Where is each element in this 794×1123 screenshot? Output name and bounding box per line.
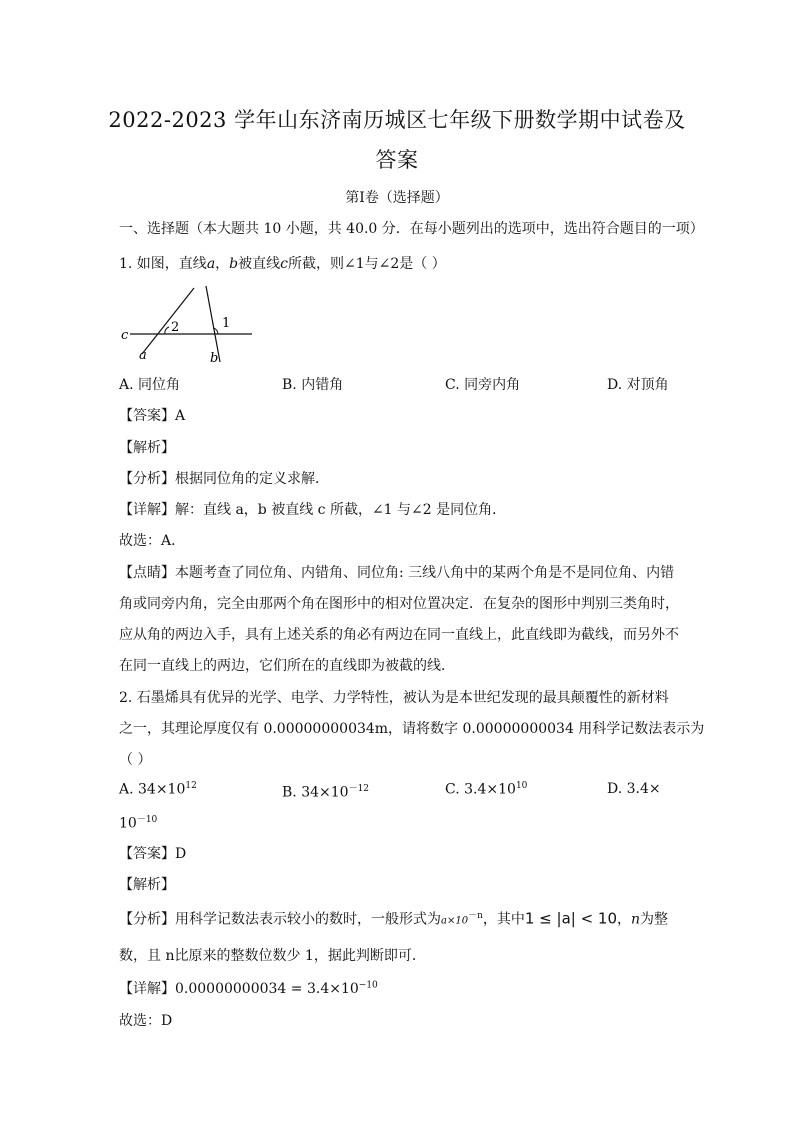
q2-option-c: C. $3.4\times 10^{10}$	[445, 781, 528, 798]
q2-stem-line: （ ）	[119, 752, 152, 768]
label-a: a	[139, 348, 147, 363]
label-c: c	[121, 328, 129, 343]
q1-comment-line: 角或同旁内角，完全由那两个角在图形中的相对位置决定．在复杂的图形中判别三类角时，	[119, 596, 679, 612]
q1-option-a: A. 同位角	[119, 377, 181, 393]
q2-option-a: A. $34\times 10^{12}$	[119, 781, 197, 798]
document-title-line-2: 答案	[375, 148, 419, 172]
label-1: 1	[222, 316, 231, 331]
line-a	[142, 288, 194, 354]
q1-comment-line: 在同一直线上的两边，它们所在的直线即为被截的线．	[119, 658, 455, 674]
section-label: 第Ⅰ卷（选择题）	[345, 190, 449, 206]
q1-comment-line: 【点睛】本题考查了同位角、内错角、同位角: 三线八角中的某两个角是不是同位角、内错	[119, 565, 675, 581]
q1-analysis: 【分析】根据同位角的定义求解．	[119, 471, 329, 487]
q2-choice: 故选：D	[119, 1013, 173, 1029]
angle-2-arc	[165, 327, 169, 334]
q2-option-d: D. 3.4×	[607, 781, 661, 797]
q1-choice: 故选：A．	[119, 533, 186, 549]
q1-answer: 【答案】A	[119, 408, 186, 424]
label-b: b	[210, 351, 219, 364]
q2-detail: 【详解】$0.00000000034 = 3.4\times 10^{-10}$	[119, 980, 378, 997]
q2-answer: 【答案】D	[119, 846, 187, 862]
q2-analysis-line-1: 【分析】用科学记数法表示较小的数时，一般形式为$a\times 10^{-n}$，其中1 ≤ |a| < 10，n为整	[119, 909, 669, 928]
q2-analysis-line-2: 数，且 n比原来的整数位数少 1，据此判断即可．	[119, 948, 426, 964]
part-one-instructions: 一、选择题（本大题共 10 小题，共 40.0 分．在每小题列出的选项中，选出符合题目的一项）	[119, 221, 704, 237]
q1-detail: 【详解】解：直线 a，b 被直线 c 所截，∠1 与∠2 是同位角．	[119, 502, 507, 518]
q2-option-b: B. $34\times 10^{-12}$	[282, 784, 370, 801]
q1-option-b: B. 内错角	[282, 377, 344, 393]
q1-option-d: D. 对顶角	[607, 377, 669, 393]
document-title-line-1: 2022-2023 学年山东济南历城区七年级下册数学期中试卷及	[108, 108, 686, 132]
q1-stem: 1. 如图，直线a，b被直线c所截，则∠1与∠2是（ ）	[119, 256, 446, 272]
q2-stem-line: 之一，其理论厚度仅有 0.00000000034m，请将数字 0.00000000034 用科学记数法表示为	[119, 721, 705, 737]
q2-analysis-heading: 【解析】	[119, 877, 175, 893]
q1-option-c: C. 同旁内角	[445, 377, 521, 393]
label-2: 2	[171, 320, 180, 335]
q2-option-d-wrap: $10^{-10}$	[119, 815, 158, 832]
q2-stem-line: 2. 石墨烯具有优异的光学、电学、力学特性，被认为是本世纪发现的最具颠覆性的新材料	[119, 690, 669, 706]
q1-comment-line: 应从角的两边入手，具有上述关系的角必有两边在同一直线上，此直线即为截线，而另外不	[119, 627, 679, 643]
q1-analysis-heading: 【解析】	[119, 440, 175, 456]
q1-figure	[118, 282, 258, 364]
